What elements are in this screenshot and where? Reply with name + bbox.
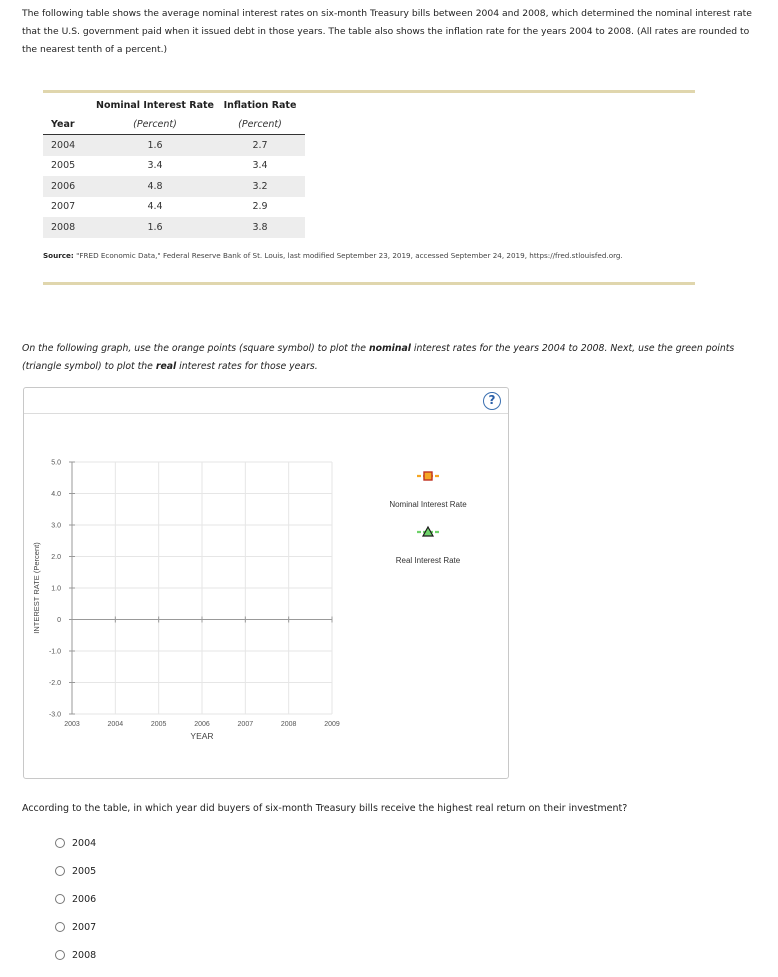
graph-instructions: On the following graph, use the orange points (square symbol) to plot the nominal interest rates for the years 2004 to 2008. Next, use the green points (triangle symbol) to plot the real interest rates for those years. [22, 343, 735, 372]
option-2008[interactable] [55, 948, 96, 962]
y-tick-label: -3.0 [48, 711, 61, 719]
option-2004[interactable] [55, 836, 96, 850]
option-2005[interactable] [55, 864, 96, 878]
table-row [43, 135, 305, 156]
header-inflation: Inflation Rate [223, 100, 297, 111]
x-tick-label: 2007 [237, 721, 254, 728]
legend-nominal-square-icon [424, 472, 432, 480]
y-axis-title: INTEREST RATE (Percent) [32, 542, 41, 634]
legend-real-label: Real Interest Rate [395, 556, 461, 565]
cell-inflation: 3.2 [215, 176, 305, 197]
option-label: 2005 [72, 865, 97, 877]
source-text: "FRED Economic Data," Federal Reserve Bank of St. Louis, last modified September 23, 2019, accessed September 24, 2019, https://fred.stlouisfed.org. [76, 251, 623, 260]
source-label: Source: [43, 251, 74, 260]
help-button[interactable]: ? [483, 392, 501, 410]
graph-panel[interactable] [23, 387, 509, 779]
cell-inflation: 2.9 [252, 201, 268, 213]
radio-button[interactable] [55, 922, 65, 932]
cell-year: 2008 [43, 217, 88, 238]
y-tick-label: 4.0 [51, 491, 61, 498]
cell-year: 2007 [51, 201, 76, 213]
cell-nominal: 3.4 [147, 160, 163, 172]
source-note [43, 251, 623, 260]
y-tick-label: 3.0 [51, 522, 61, 530]
table-row [43, 176, 305, 197]
cell-inflation: 3.4 [252, 160, 268, 172]
cell-nominal: 1.6 [95, 135, 215, 156]
radio-button[interactable] [55, 838, 65, 848]
cell-year: 2005 [51, 160, 76, 172]
cell-nominal: 4.8 [95, 176, 215, 197]
y-tick-label: 2.0 [51, 554, 61, 561]
x-tick-label: 2003 [64, 721, 80, 728]
x-tick-label: 2004 [107, 721, 124, 728]
table-row [43, 197, 305, 218]
interest-rate-chart[interactable] [24, 388, 510, 780]
cell-year: 2006 [43, 176, 88, 197]
question-text: According to the table, in which year did buyers of six-month Treasury bills receive the highest real return on their investment? [22, 803, 628, 814]
intro-paragraph: The following table shows the average nominal interest rates on six-month Treasury bills between 2004 and 2008, which determined the nominal interest rate that the U.S. government paid when it issued debt in those years. The table also shows the inflation rate for the years 2004 to 2008. (All rates are rounded to the nearest tenth of a percent.) [22, 8, 752, 55]
y-tick-label: -2.0 [48, 680, 61, 687]
x-tick-label: 2008 [280, 721, 297, 728]
y-tick-label: 1.0 [51, 585, 61, 593]
option-2007[interactable] [55, 920, 96, 934]
cell-year: 2004 [43, 135, 88, 156]
y-tick-label: 0 [57, 617, 61, 624]
legend-nominal-label: Nominal Interest Rate [389, 500, 467, 509]
cell-nominal: 4.4 [147, 201, 163, 213]
option-label: 2007 [72, 921, 97, 933]
header-year: Year [43, 115, 88, 135]
cell-nominal: 1.6 [95, 217, 215, 238]
instr-nominal-word: nominal [368, 343, 411, 354]
table-top-rule [43, 90, 695, 93]
header-nominal: Nominal Interest Rate [96, 100, 214, 111]
option-label: 2004 [72, 837, 97, 849]
cell-inflation: 2.7 [215, 135, 305, 156]
y-tick-label: 5.0 [51, 459, 61, 467]
option-label: 2006 [72, 893, 97, 905]
x-tick-label: 2009 [324, 721, 340, 728]
option-label: 2008 [72, 949, 97, 961]
rates-table [43, 96, 305, 238]
radio-button[interactable] [55, 950, 65, 960]
instr-real-word: real [155, 361, 177, 372]
x-tick-label: 2005 [150, 721, 167, 728]
x-axis-title: YEAR [190, 731, 214, 741]
table-row [43, 156, 305, 177]
header-nominal-unit: (Percent) [95, 115, 215, 135]
x-tick-label: 2006 [194, 721, 210, 728]
table-row [43, 217, 305, 238]
cell-inflation: 3.8 [215, 217, 305, 238]
y-tick-label: -1.0 [48, 648, 61, 656]
option-2006[interactable] [55, 892, 96, 906]
radio-button[interactable] [55, 894, 65, 904]
table-bottom-rule [43, 282, 695, 285]
radio-button[interactable] [55, 866, 65, 876]
header-inflation-unit: (Percent) [215, 115, 305, 135]
